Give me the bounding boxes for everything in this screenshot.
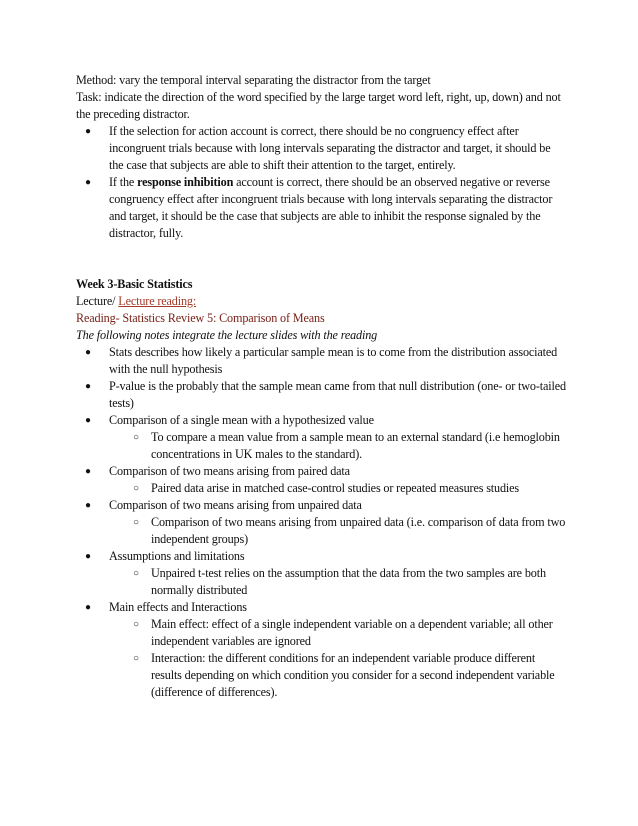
list-item [76,344,566,378]
sub-bullet-list [76,514,566,548]
bullet-text: Main effects and Interactions [109,600,247,614]
sub-bullet-text: Paired data arise in matched case-control studies or repeated measures studies [151,481,519,495]
sub-list-item [109,616,566,650]
stats-bullet-list [76,344,566,429]
bullet-text: Stats describes how likely a particular sample mean is to come from the distribution associated with the null hypothesis [109,345,558,376]
sub-bullet-list [76,480,566,497]
stats-bullet-list [76,497,566,514]
sub-bullet-list [76,429,566,463]
lecture-reading-link[interactable]: Lecture reading: [118,294,197,308]
reading-title: Reading- Statistics Review 5: Comparison of Means [76,311,325,325]
sub-bullet-text: To compare a mean value from a sample mean to an external standard (i.e hemoglobin concentrations in UK males to the standard). [151,430,560,461]
bullet-text: P-value is the probably that the sample mean came from that null distribution (one- or two-tailed tests) [109,379,566,410]
sub-bullet-text: Main effect: effect of a single independent variable on a dependent variable; all other independent variables are ignored [151,617,553,648]
bullet-text: If the selection for action account is correct, there should be no congruency effect after incongruent trials because with long intervals separating the distractor and target, it should be the case that subjects are able to shift their attention to the target, entirely. [109,124,551,172]
bold-term: response inhibition [137,175,234,189]
list-item [76,599,566,616]
method-line: Method: vary the temporal interval separating the distractor from the target [76,73,431,87]
intro-bullet-list [76,123,566,242]
sub-list-item [109,650,566,701]
sub-bullet-list [76,616,566,701]
sub-bullet-text: Interaction: the different conditions for an independent variable produce different results depending on which condition you consider for a second independent variable (difference of differences). [151,651,555,699]
sub-bullet-list [76,565,566,599]
bullet-text: Comparison of a single mean with a hypothesized value [109,413,374,427]
list-item [76,378,566,412]
stats-bullet-list [76,463,566,480]
list-item [76,548,566,565]
bullet-text: Comparison of two means arising from paired data [109,464,350,478]
bullet-text: account is correct, there should be an observed negative or reverse congruency effect after incongruent trials because with long intervals separating the distractor and target, it should be the case that subjects are able to inhibit the response signaled by the distractor, fully. [109,175,553,240]
list-item [76,497,566,514]
document-page [76,72,566,701]
list-item [76,174,566,242]
list-item [76,412,566,429]
section-spacer [76,242,566,276]
stats-bullet-list [76,599,566,616]
sub-list-item [109,429,566,463]
list-item [76,123,566,174]
notes-caption: The following notes integrate the lecture slides with the reading [76,328,378,342]
bullet-text: Comparison of two means arising from unpaired data [109,498,362,512]
bullet-text: If the [109,175,138,189]
task-line: Task: indicate the direction of the word specified by the large target word left, right, up, down) and not the preceding distractor. [76,90,561,121]
list-item [76,463,566,480]
sub-bullet-text: Comparison of two means arising from unpaired data (i.e. comparison of data from two independent groups) [151,515,566,546]
stats-bullet-list [76,548,566,565]
sub-list-item [109,480,566,497]
sub-list-item [109,565,566,599]
lecture-prefix: Lecture/ [76,294,119,308]
sub-bullet-text: Unpaired t-test relies on the assumption that the data from the two samples are both normally distributed [151,566,546,597]
sub-list-item [109,514,566,548]
section-heading: Week 3-Basic Statistics [76,277,193,291]
bullet-text: Assumptions and limitations [109,549,245,563]
lecture-line [76,293,566,310]
